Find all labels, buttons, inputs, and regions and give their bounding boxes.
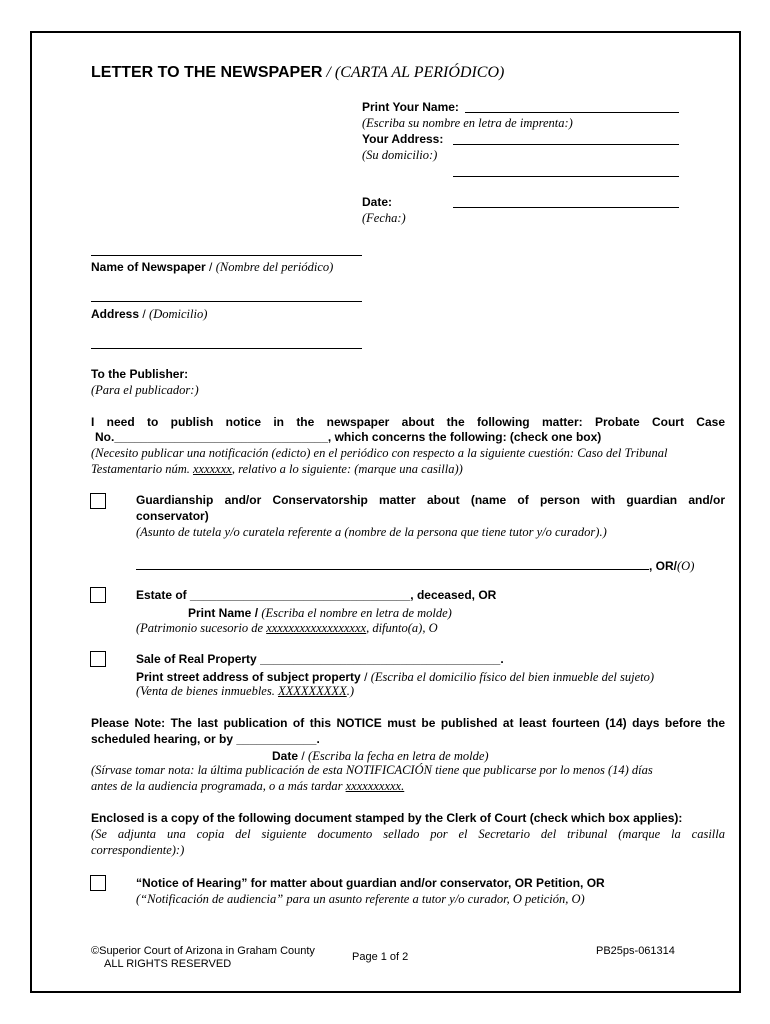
address-field-1[interactable] [453, 144, 679, 145]
guardianship-checkbox[interactable] [90, 493, 106, 509]
footer-form-code: PB25ps-061314 [596, 945, 675, 957]
sale-es: (Venta de bienes inmuebles. XXXXXXXXX.) [136, 684, 355, 698]
footer-rights: ALL RIGHTS RESERVED [104, 958, 232, 970]
title-sep: / [322, 64, 335, 81]
sale-line: Sale of Real Property ____________________________________. [136, 652, 504, 666]
newspaper-address-field[interactable] [91, 301, 362, 302]
newspaper-address-label: Address / (Domicilio) [91, 307, 208, 321]
title-en: LETTER TO THE NEWSPAPER [91, 64, 323, 81]
hearing-date-field[interactable]: ____________ [236, 732, 317, 746]
please-note-line-2: scheduled hearing, or by ____________. [91, 732, 320, 746]
notice-of-hearing-label: “Notice of Hearing” for matter about guardian and/or conservator, OR Petition, OR [136, 876, 605, 890]
estate-name-field[interactable]: _________________________________ [190, 588, 411, 602]
please-note-es-line-1: (Sírvase tomar nota: la última publicación de esta NOTIFICACIÓN tiene que publicarse por lo menos (14) días [91, 763, 653, 777]
notice-line-2: No.________________________________, which concerns the following: (check one box) [95, 430, 602, 444]
footer-page-number: Page 1 of 2 [352, 951, 409, 963]
notice-es-line-1: (Necesito publicar una notificación (edicto) en el periódico con respecto a la siguiente cuestión: Caso del Tribunal [91, 446, 668, 460]
notice-line-1: I need to publish notice in the newspaper about the following matter: Probate Court Case [91, 415, 725, 429]
address-field-2[interactable] [453, 176, 679, 177]
sale-address-field[interactable]: ____________________________________ [260, 652, 501, 666]
estate-print-name: Print Name / (Escriba el nombre en letra de molde) [188, 606, 452, 620]
publisher-label: To the Publisher: [91, 367, 189, 381]
page-title [91, 64, 504, 82]
newspaper-name-field[interactable] [91, 255, 362, 256]
footer-copyright: ©Superior Court of Arizona in Graham County [91, 945, 315, 957]
guardianship-line-2: conservator) [136, 509, 209, 523]
guardianship-es: (Asunto de tutela y/o curatela referente a (nombre de la persona que tiene tutor y/o curador).) [136, 525, 607, 539]
notice-of-hearing-es: (“Notificación de audiencia” para un asunto referente a tutor y/o curador, O petición, O) [136, 892, 585, 906]
date-field[interactable] [453, 207, 679, 208]
your-address-label-es: (Su domicilio:) [362, 148, 438, 162]
notice-of-hearing-checkbox[interactable] [90, 875, 106, 891]
sale-street-label: Print street address of subject property / (Escriba el domicilio físico del bien inmueble del sujeto) [136, 670, 655, 684]
notice-es-line-2: Testamentario núm. xxxxxxx, relativo a lo siguiente: (marque una casilla)) [91, 462, 463, 476]
print-name-label-es: (Escriba su nombre en letra de imprenta:) [362, 116, 573, 130]
date-label: Date: [362, 195, 393, 209]
please-note-date-label: Date / (Escriba la fecha en letra de molde) [272, 749, 489, 763]
case-number-field[interactable]: ________________________________ [114, 430, 328, 444]
enclosed-es-line-2: correspondiente):) [91, 843, 185, 857]
estate-line: Estate of _________________________________, deceased, OR [136, 588, 497, 602]
publisher-label-es: (Para el publicador:) [91, 383, 199, 397]
enclosed-line-1: Enclosed is a copy of the following document stamped by the Clerk of Court (check which box applies): [91, 811, 683, 825]
please-note-line-1: Please Note: The last publication of this NOTICE must be published at least fourteen (14) days before the [91, 716, 725, 730]
your-address-label: Your Address: [362, 132, 444, 146]
guardianship-line-1: Guardianship and/or Conservatorship matter about (name of person with guardian and/or [136, 493, 725, 507]
estate-es: (Patrimonio sucesorio de xxxxxxxxxxxxxxxxxx, difunto(a), O [136, 621, 438, 635]
print-name-field[interactable] [465, 112, 679, 113]
enclosed-es-line-1: (Se adjunta una copia del siguiente documento sellado por el Secretario del tribunal (marque la casilla [91, 827, 725, 841]
newspaper-name-label: Name of Newspaper / (Nombre del periódico) [91, 260, 334, 274]
estate-checkbox[interactable] [90, 587, 106, 603]
title-es: (CARTA AL PERIÓDICO) [334, 64, 505, 81]
sale-checkbox[interactable] [90, 651, 106, 667]
date-label-es: (Fecha:) [362, 211, 406, 225]
guardianship-or: , OR/(O) [649, 559, 695, 573]
please-note-es-line-2: antes de la audiencia programada, o a más tardar xxxxxxxxxx. [91, 779, 405, 793]
newspaper-address-field-2[interactable] [91, 348, 362, 349]
print-name-label: Print Your Name: [362, 100, 459, 114]
guardianship-name-field[interactable] [136, 569, 649, 570]
